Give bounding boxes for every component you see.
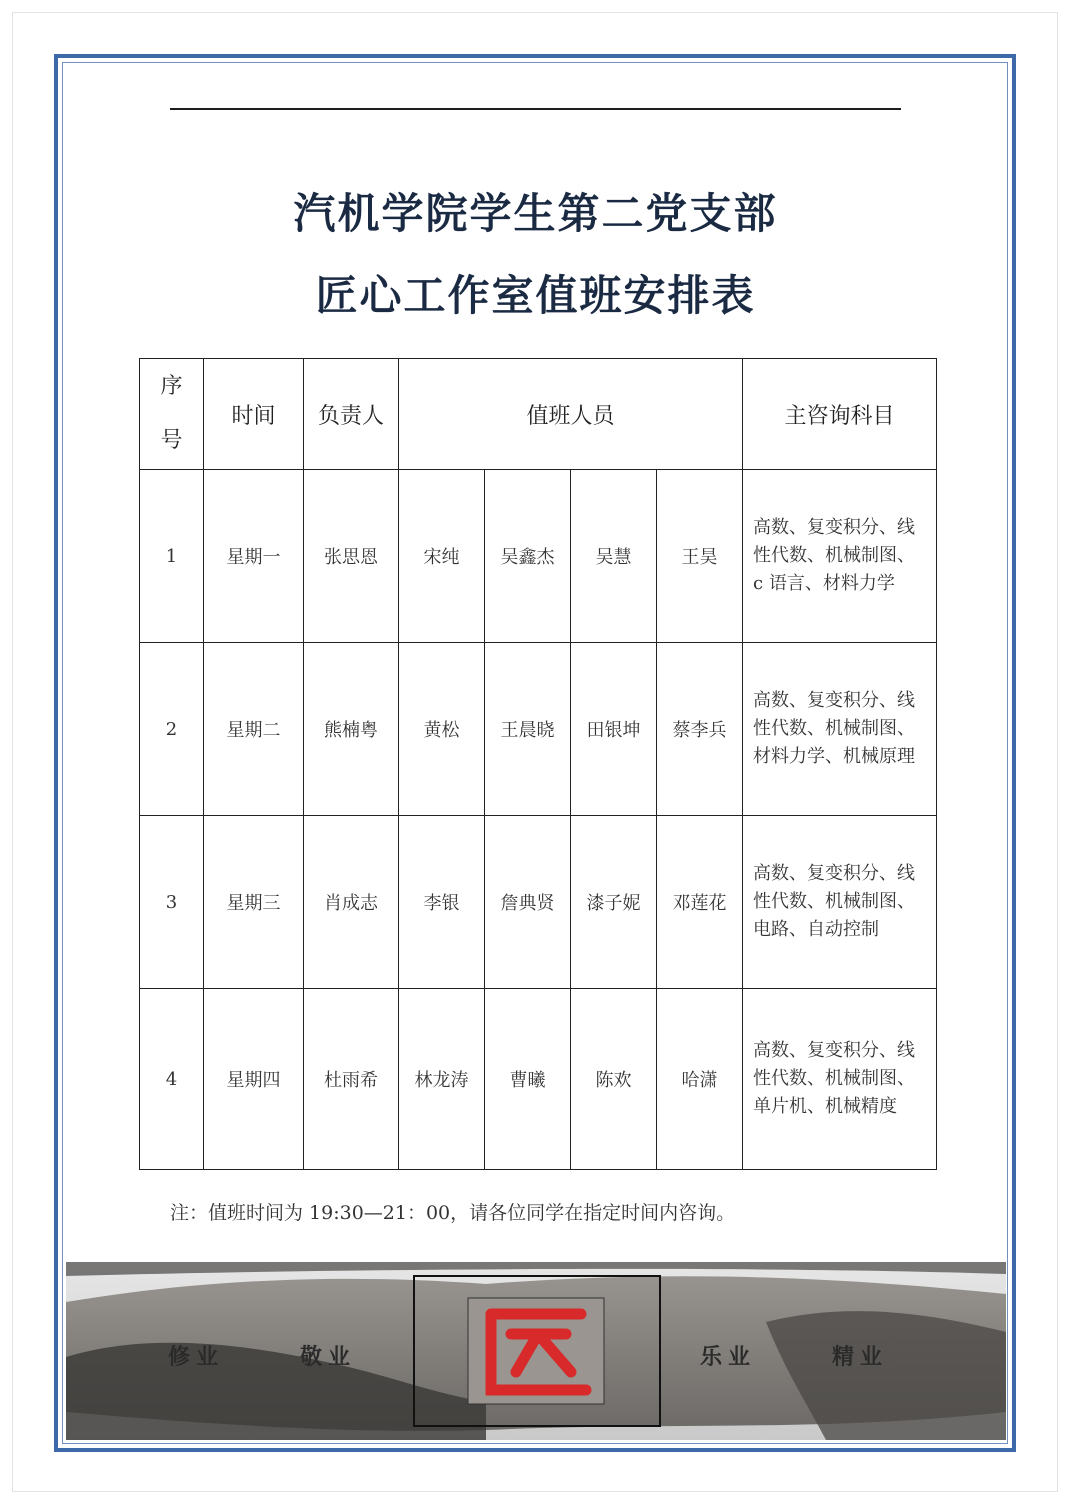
cell-staff: 曹曦 bbox=[485, 989, 571, 1170]
cell-seq: 1 bbox=[140, 470, 204, 643]
subjects-line: 高数、复变积分、线 bbox=[753, 863, 916, 884]
motto-1: 修业 bbox=[168, 1344, 225, 1370]
cell-staff: 蔡李兵 bbox=[657, 643, 743, 816]
header-subjects: 主咨询科目 bbox=[743, 359, 937, 470]
subjects-line: c 语言、材料力学 bbox=[753, 573, 895, 594]
table-header-row bbox=[140, 359, 937, 470]
cell-staff: 吴鑫杰 bbox=[485, 470, 571, 643]
cell-time: 星期三 bbox=[204, 816, 304, 989]
cell-time: 星期二 bbox=[204, 643, 304, 816]
cell-leader: 杜雨希 bbox=[304, 989, 399, 1170]
header-leader: 负责人 bbox=[304, 359, 399, 470]
cell-staff: 詹典贤 bbox=[485, 816, 571, 989]
subjects-line: 高数、复变积分、线 bbox=[753, 517, 916, 538]
header-rule bbox=[170, 108, 901, 110]
motto-2: 敬业 bbox=[300, 1344, 357, 1370]
cell-staff: 田银坤 bbox=[571, 643, 657, 816]
subjects-line: 性代数、机械制图、 bbox=[753, 1068, 916, 1089]
cell-staff: 陈欢 bbox=[571, 989, 657, 1170]
cell-staff: 王昊 bbox=[657, 470, 743, 643]
header-seq-top: 序 bbox=[160, 374, 183, 399]
cell-leader: 熊楠粤 bbox=[304, 643, 399, 816]
motto-4: 精业 bbox=[832, 1344, 889, 1370]
subjects-line: 电路、自动控制 bbox=[753, 919, 880, 940]
table-row bbox=[140, 816, 937, 989]
cell-staff: 邓莲花 bbox=[657, 816, 743, 989]
header-time: 时间 bbox=[204, 359, 304, 470]
table-row bbox=[140, 470, 937, 643]
header-seq-bottom: 号 bbox=[160, 428, 183, 453]
header-staff: 值班人员 bbox=[399, 359, 743, 470]
motto-3: 乐业 bbox=[700, 1344, 757, 1370]
subjects-line: 高数、复变积分、线 bbox=[753, 690, 916, 711]
header-seq bbox=[140, 359, 204, 470]
subjects-line: 性代数、机械制图、 bbox=[753, 718, 916, 739]
title-line-1: 汽机学院学生第二党支部 bbox=[293, 189, 778, 238]
cell-subjects bbox=[743, 470, 937, 643]
cell-staff: 吴慧 bbox=[571, 470, 657, 643]
cell-seq: 3 bbox=[140, 816, 204, 989]
subjects-line: 性代数、机械制图、 bbox=[753, 891, 916, 912]
table-row bbox=[140, 989, 937, 1170]
cell-staff: 黄松 bbox=[399, 643, 485, 816]
duty-time-note: 注：值班时间为 19:30—21：00，请各位同学在指定时间内咨询。 bbox=[170, 1202, 736, 1224]
cell-staff: 漆子妮 bbox=[571, 816, 657, 989]
subjects-line: 材料力学、机械原理 bbox=[753, 746, 916, 767]
subjects-line: 单片机、机械精度 bbox=[753, 1096, 898, 1117]
cell-staff: 李银 bbox=[399, 816, 485, 989]
subjects-line: 高数、复变积分、线 bbox=[753, 1040, 916, 1061]
table-row bbox=[140, 643, 937, 816]
cell-subjects bbox=[743, 989, 937, 1170]
cell-staff: 林龙涛 bbox=[399, 989, 485, 1170]
cell-seq: 4 bbox=[140, 989, 204, 1170]
cell-subjects bbox=[743, 816, 937, 989]
cell-staff: 王晨晓 bbox=[485, 643, 571, 816]
cell-staff: 哈潇 bbox=[657, 989, 743, 1170]
cell-leader: 张思恩 bbox=[304, 470, 399, 643]
cell-time: 星期四 bbox=[204, 989, 304, 1170]
cell-time: 星期一 bbox=[204, 470, 304, 643]
cell-staff: 宋纯 bbox=[399, 470, 485, 643]
cell-leader: 肖成志 bbox=[304, 816, 399, 989]
duty-schedule-table bbox=[139, 358, 937, 1170]
cell-subjects bbox=[743, 643, 937, 816]
cell-seq: 2 bbox=[140, 643, 204, 816]
subjects-line: 性代数、机械制图、 bbox=[753, 545, 916, 566]
title-line-2: 匠心工作室值班安排表 bbox=[315, 271, 756, 320]
